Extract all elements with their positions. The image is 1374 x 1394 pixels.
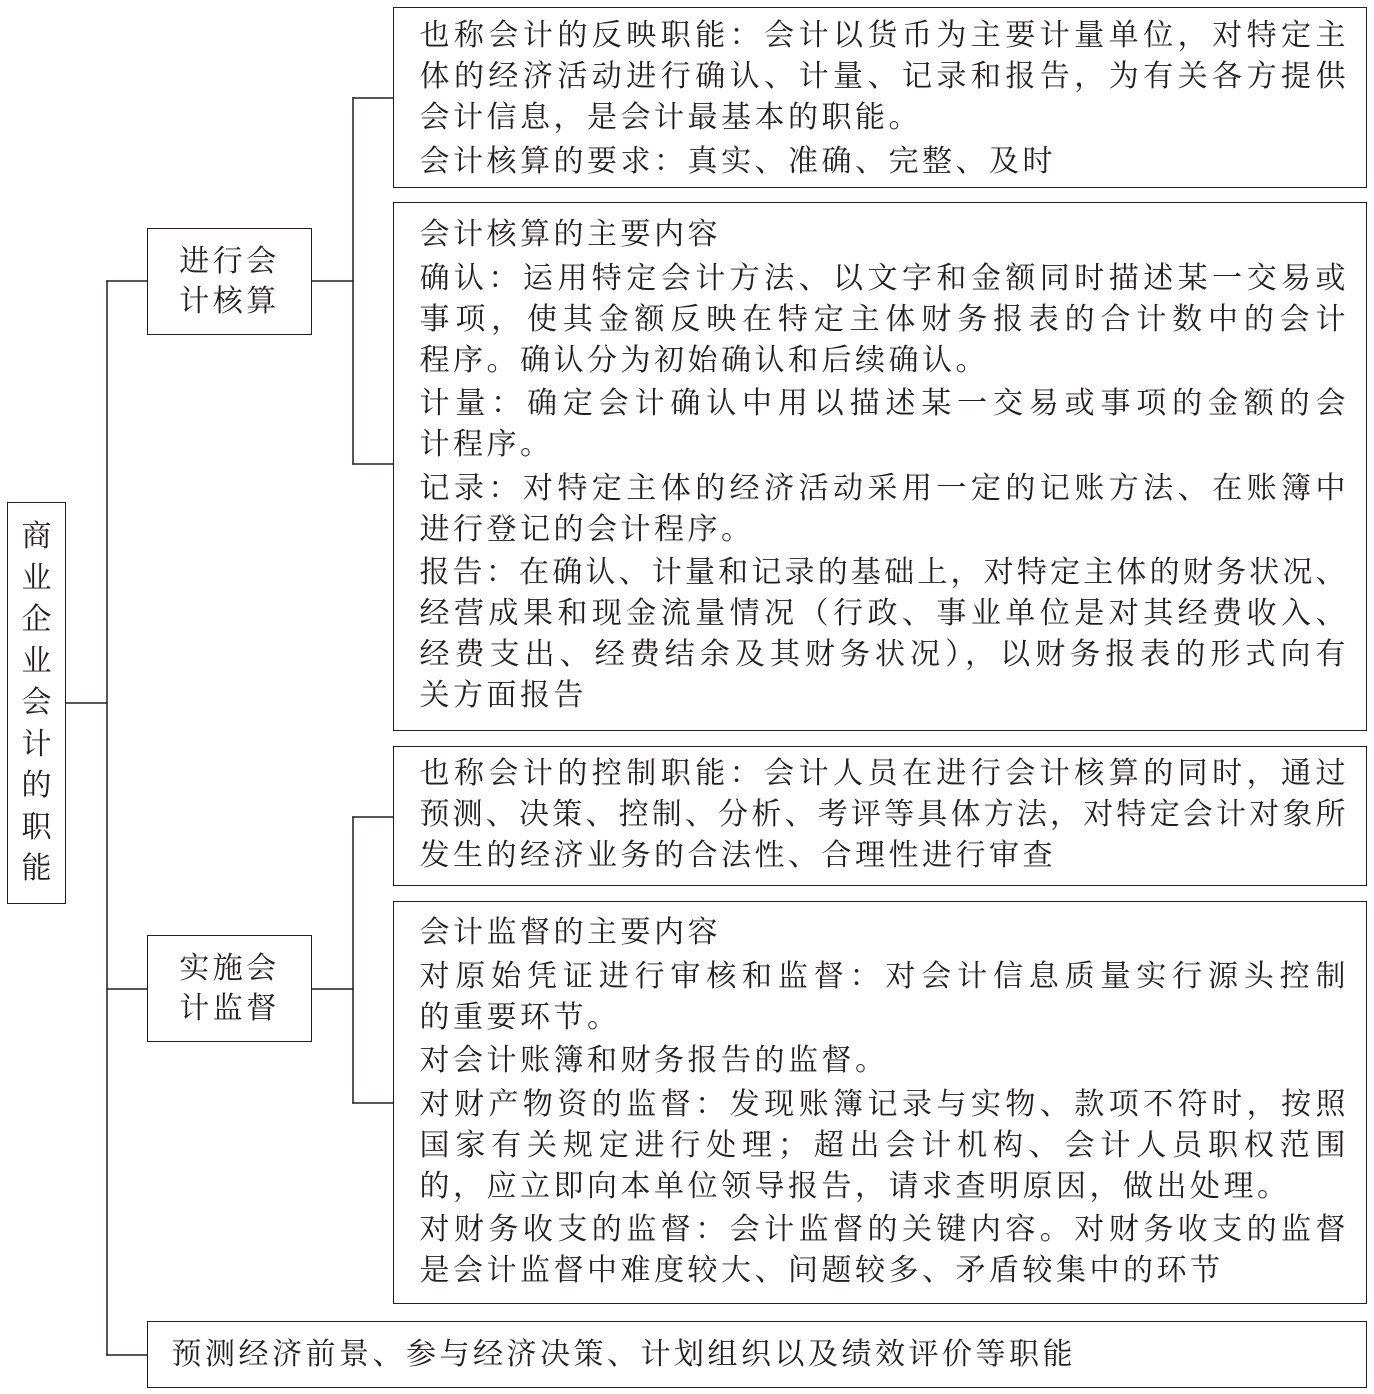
root-node (7, 502, 66, 904)
paragraph (420, 552, 1346, 716)
paragraph (420, 1040, 1346, 1081)
text-line: 体的经济活动进行确认、计量、记录和报告，为有关各方提供 (419, 59, 1346, 94)
node-accounting (147, 228, 312, 335)
paragraph (420, 141, 1346, 182)
text-line: 的重要环节。 (419, 999, 621, 1035)
paragraph (420, 468, 1346, 550)
paragraph (420, 753, 1346, 876)
paragraph (420, 956, 1346, 1038)
text-line: 国家有关规定进行处理；超出会计机构、会计人员职权范围 (419, 1127, 1346, 1163)
text-line: 记录：对特定主体的经济活动采用一定的记账方法、在账簿中 (419, 470, 1346, 506)
text-line: 会计核算的要求：真实、准确、完整、及时 (419, 143, 1056, 179)
text-line: 报告：在确认、计量和记录的基础上，对特定主体的财务状况、 (419, 555, 1346, 590)
text-line: 发生的经济业务的合法性、合理性进行审查 (419, 838, 1056, 873)
detail-box-supervision-content (393, 901, 1367, 1304)
text-line: 事项，使其金额反映在特定主体财务报表的合计数中的会计 (419, 301, 1346, 337)
text-line: 计量：确定会计确认中用以描述某一交易或事项的金额的会 (419, 386, 1346, 421)
text-line: 预测、决策、控制、分析、考评等具体方法，对特定会计对象所 (419, 797, 1346, 832)
text-line: 会计监督的主要内容 (419, 915, 721, 950)
node-accounting-label: 进行会计核算 (179, 243, 280, 319)
text-line: 的，应立即向本单位领导报告，请求查明原因，做出处理。 (419, 1168, 1291, 1204)
node-other-functions (147, 1321, 1367, 1388)
node-supervision (147, 935, 312, 1042)
text-line: 经营成果和现金流量情况（行政、事业单位是对其经费收入、 (419, 596, 1346, 631)
detail-box-accounting-content (393, 202, 1367, 731)
text-line: 也称会计的反映职能：会计以货币为主要计量单位，对特定主 (419, 18, 1346, 53)
text-line: 经费支出、经费结余及其财务状况），以财务报表的形式向有 (419, 637, 1346, 672)
text-line: 确认：运用特定会计方法、以文字和金额同时描述某一交易或 (419, 260, 1346, 296)
text-line: 对原始凭证进行审核和监督：对会计信息质量实行源头控制 (419, 958, 1346, 994)
text-line: 进行登记的会计程序。 (419, 511, 755, 547)
paragraph-heading (420, 214, 1346, 255)
detail-box-control-function (393, 746, 1367, 886)
text-line: 对会计账簿和财务报告的监督。 (419, 1043, 889, 1078)
paragraph (420, 258, 1346, 381)
paragraph (420, 1084, 1346, 1207)
node-supervision-label: 实施会计监督 (179, 950, 280, 1026)
text-line: 计程序。 (419, 427, 554, 462)
node-other-functions-label: 预测经济前景、参与经济决策、计划组织以及绩效评价等职能 (171, 1337, 1076, 1372)
text-line: 关方面报告 (419, 678, 587, 713)
text-line: 也称会计的控制职能：会计人员在进行会计核算的同时，通过 (419, 756, 1346, 791)
paragraph (420, 1209, 1346, 1291)
paragraph (420, 15, 1346, 138)
text-line: 会计核算的主要内容 (419, 217, 721, 252)
text-line: 程序。确认分为初始确认和后续确认。 (419, 342, 989, 378)
root-label: 商业企业会计的职能 (21, 519, 52, 887)
detail-box-reflect-function (393, 7, 1367, 188)
text-line: 会计信息，是会计最基本的职能。 (419, 100, 922, 135)
paragraph-heading (420, 912, 1346, 953)
text-line: 对财产物资的监督：发现账簿记录与实物、款项不符时，按照 (419, 1086, 1346, 1122)
text-line: 对财务收支的监督：会计监督的关键内容。对财务收支的监督 (419, 1212, 1346, 1247)
paragraph (420, 383, 1346, 465)
text-line: 是会计监督中难度较大、问题较多、矛盾较集中的环节 (419, 1253, 1224, 1288)
